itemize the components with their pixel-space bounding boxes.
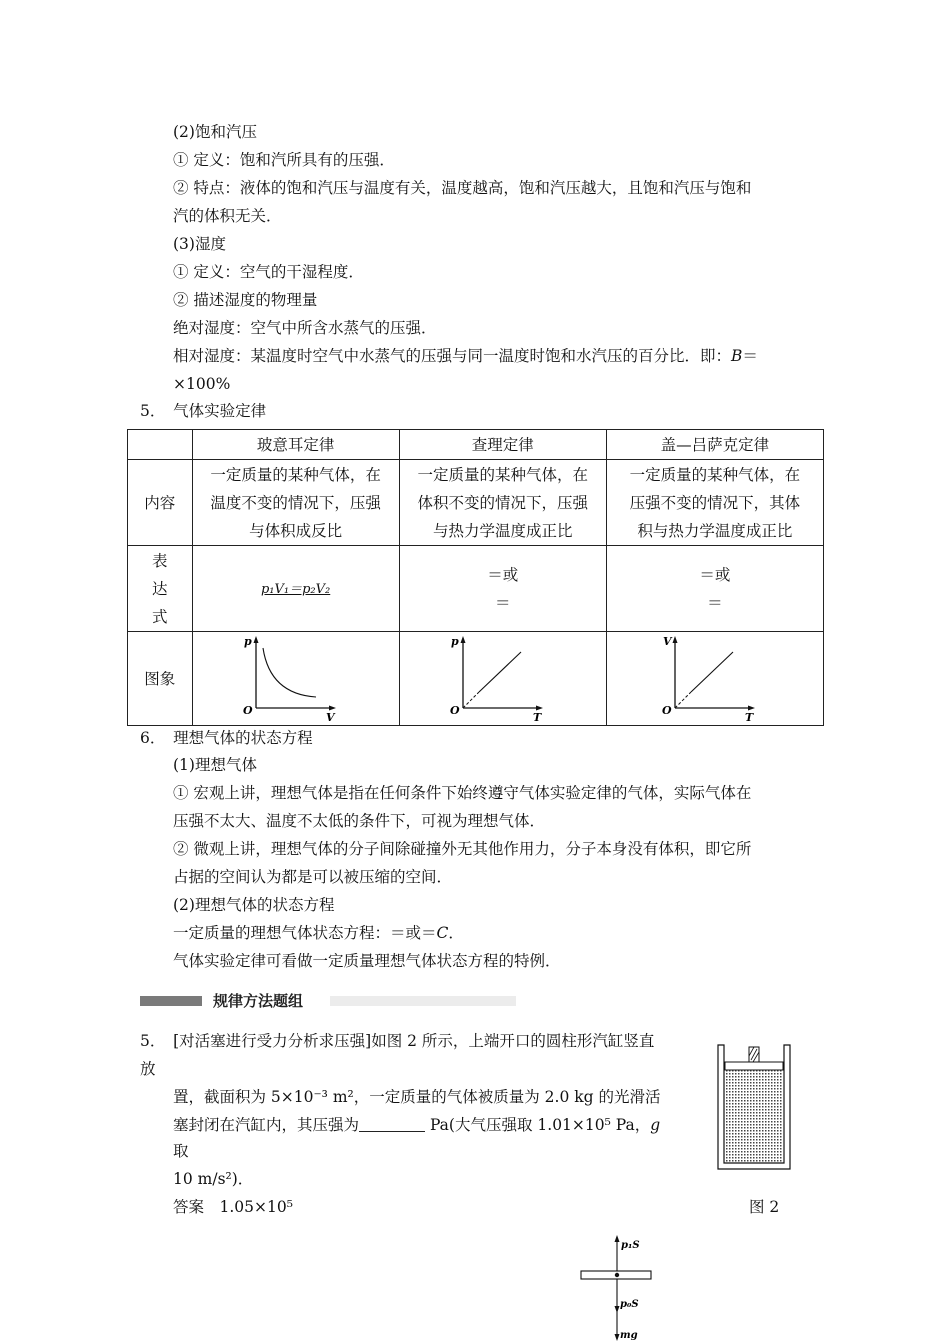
charles-expression: ＝或 ＝ [399, 546, 606, 632]
problem-line3: 置，截面积为 5×10⁻³ m²，一定质量的气体被质量为 2.0 kg 的光滑活 [173, 1088, 661, 1106]
humidity-heading: (3)湿度 [173, 235, 226, 253]
saturation-feature-line2: 汽的体积无关． [173, 207, 282, 225]
table-expression-label: 表 达 式 [128, 546, 193, 632]
problem-line5: 取 [173, 1142, 189, 1160]
absolute-humidity: 绝对湿度：空气中所含水蒸气的压强． [173, 319, 437, 337]
boyle-expression: p₁V₁＝p₂V₂ [192, 546, 399, 632]
gaylussac-origin: O [661, 703, 672, 717]
force-down-label-2: mg [620, 1330, 638, 1341]
gas-region [725, 1069, 783, 1163]
equation-constant: C [436, 924, 449, 942]
gaylussac-y-label: V [662, 634, 672, 648]
table-graph-label: 图象 [128, 632, 193, 726]
saturation-feature-line1: ② 特点：液体的饱和汽压与温度有关，温度越高，饱和汽压越大，且饱和汽压与饱和 [173, 179, 752, 197]
problem-line2: 放 [140, 1060, 156, 1078]
answer-blank [359, 1117, 425, 1132]
boyle-x-label: V [325, 710, 335, 724]
gaylussac-expression: ＝或 ＝ [606, 546, 823, 632]
force-up-label: p₁S [621, 1240, 640, 1251]
piston [725, 1062, 783, 1070]
gas-laws-table [127, 429, 824, 726]
force-down-label-1: p₀S [620, 1299, 639, 1310]
force-diagram [575, 1233, 665, 1343]
gaylussac-content: 一定质量的某种气体，在 压强不变的情况下，其体 积与热力学温度成正比 [606, 460, 823, 546]
table-header-boyle: 玻意耳定律 [192, 430, 399, 460]
relative-humidity-line1: 相对湿度：某温度时空气中水蒸气的压强与同一温度时饱和水汽压的百分比．即：B＝ [173, 347, 758, 365]
problem-line1: 5． [对活塞进行受力分析求压强]如图 2 所示，上端开口的圆柱形汽缸竖直 [140, 1032, 655, 1050]
section-bar-dark [140, 996, 202, 1006]
charles-content: 一定质量的某种气体，在 体积不变的情况下，压强 与热力学温度成正比 [399, 460, 606, 546]
charles-y-label: p [450, 634, 459, 648]
ideal-gas-micro-line1: ② 微观上讲，理想气体的分子间除碰撞外无其他作用力，分子本身没有体积，即它所 [173, 840, 752, 858]
table-content-label: 内容 [128, 460, 193, 546]
charles-origin: O [449, 703, 460, 717]
ideal-gas-special-case: 气体实验定律可看做一定质量理想气体状态方程的特例． [173, 952, 561, 970]
humidity-definition: ① 定义：空气的干湿程度． [173, 263, 364, 281]
table-content-row [128, 460, 824, 546]
charles-x-label: T [532, 710, 541, 724]
relative-humidity-var: B [731, 347, 743, 365]
boyle-graph [236, 634, 356, 724]
ideal-gas-macro-line2: 压强不太大、温度不太低的条件下，可视为理想气体． [173, 812, 546, 830]
gravity-var: g [650, 1116, 661, 1134]
table-header-empty [128, 430, 193, 460]
problem-line6: 10 m/s²)． [173, 1170, 254, 1188]
down-arrow-head-2 [615, 1334, 620, 1341]
gaylussac-x-label: T [744, 710, 754, 724]
cylinder-figure [714, 1043, 796, 1171]
answer-text: 答案 1.05×10⁵ [173, 1198, 293, 1216]
ideal-gas-macro-line1: ① 宏观上讲，理想气体是指在任何条件下始终遵守气体实验定律的气体，实际气体在 [173, 784, 752, 802]
section-bar-light [330, 996, 516, 1006]
gaylussac-graph [655, 634, 775, 724]
gas-laws-heading: 5． 气体实验定律 [140, 402, 267, 420]
humidity-quantity: ② 描述湿度的物理量 [173, 291, 318, 309]
saturation-definition: ① 定义：饱和汽所具有的压强． [173, 151, 395, 169]
boyle-origin: O [242, 703, 253, 717]
section-title-bar [140, 993, 516, 1009]
boyle-graph-cell [192, 632, 399, 726]
boyle-content: 一定质量的某种气体，在 温度不变的情况下，压强 与体积成反比 [192, 460, 399, 546]
charles-graph-cell [399, 632, 606, 726]
saturation-heading: (2)饱和汽压 [173, 123, 257, 141]
down-arrow-head-1 [615, 1306, 620, 1313]
figure-label: 图 2 [749, 1198, 780, 1216]
ideal-gas-heading: 6． 理想气体的状态方程 [140, 729, 313, 747]
table-graph-row [128, 632, 824, 726]
table-header-row [128, 430, 824, 460]
ideal-gas-micro-line2: 占据的空间认为都是可以被压缩的空间． [173, 868, 453, 886]
problem-line4: 塞封闭在汽缸内，其压强为 Pa(大气压强取 1.01×10⁵ Pa，g [173, 1116, 661, 1134]
table-header-charles: 查理定律 [399, 430, 606, 460]
section-title: 规律方法题组 [213, 992, 304, 1010]
gaylussac-graph-cell [606, 632, 823, 726]
table-expression-row [128, 546, 824, 632]
ideal-gas-sub2: (2)理想气体的状态方程 [173, 896, 335, 914]
boyle-y-label: p [243, 634, 252, 648]
table-header-gaylussac: 盖—吕萨克定律 [606, 430, 823, 460]
charles-graph [443, 634, 563, 724]
relative-humidity-line2: ×100% [173, 375, 231, 393]
ideal-gas-sub1: (1)理想气体 [173, 756, 257, 774]
ideal-gas-equation: 一定质量的理想气体状态方程：＝或＝C． [173, 924, 464, 942]
up-arrow-head [615, 1235, 620, 1242]
